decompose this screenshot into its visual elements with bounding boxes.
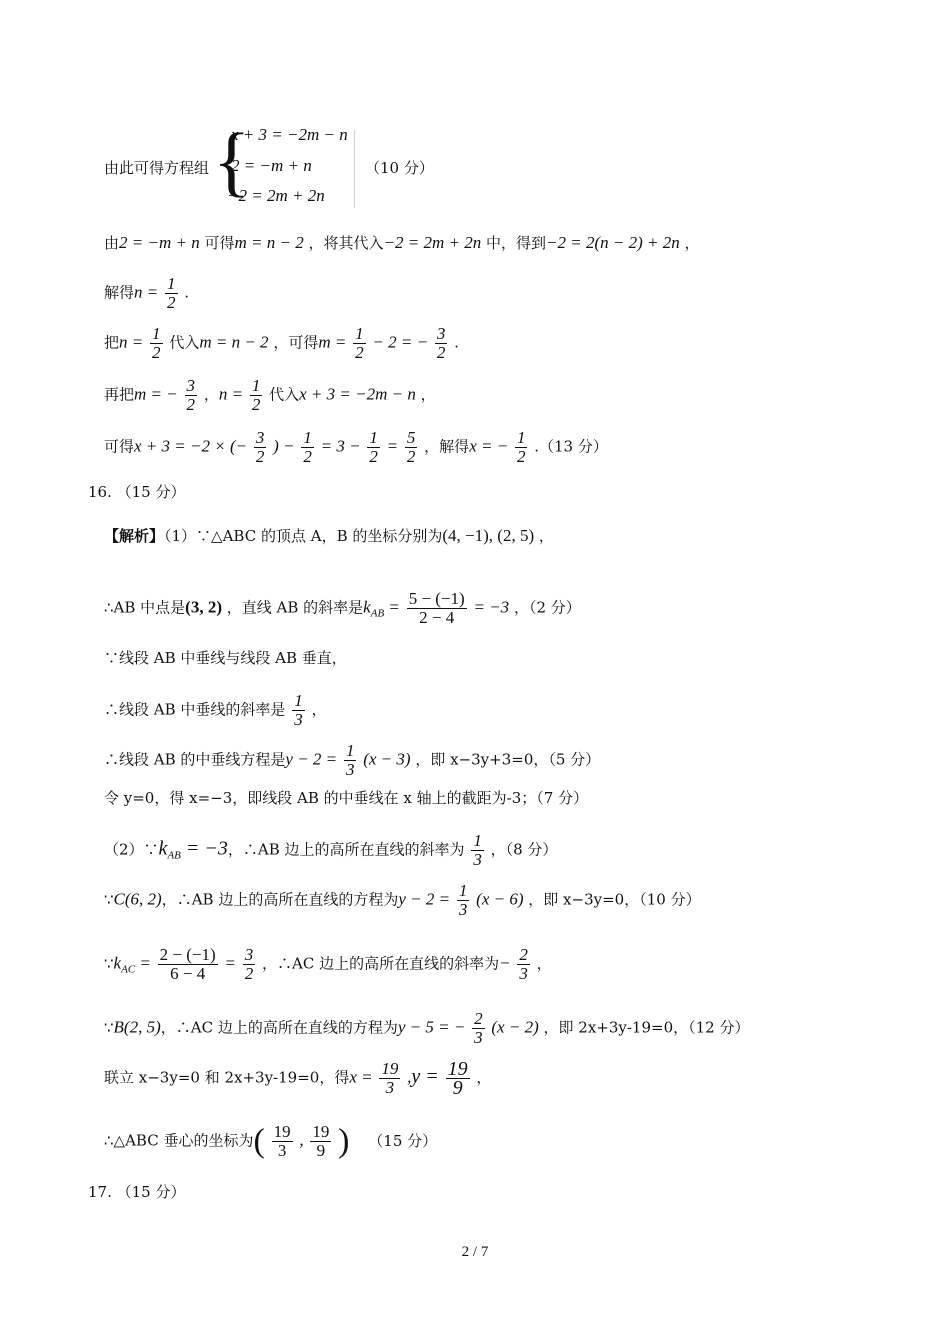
fraction: $\frac{1}{3}$ — [473, 831, 482, 869]
fraction: $\frac{1}{3}$ — [294, 691, 303, 729]
fraction: $\frac{1}{2}$ — [303, 428, 312, 466]
solution-line-2: 解得n = $\frac{1}{2}$ . — [104, 274, 190, 312]
fraction: $\frac{19}{3}$ — [273, 1122, 291, 1160]
fraction: $\frac{2 - (-1)}{6 - 4}$ — [159, 945, 216, 983]
fraction: $\frac{5}{2}$ — [406, 428, 416, 466]
analysis-line-7: $(2)\because k_{AB} = -3$，∴AB 边上的高所在直线的斜率为 $\frac{1}{3}$ ，（8 分） — [104, 831, 558, 869]
fraction: $\frac{1}{3}$ — [458, 881, 468, 919]
fraction: $\frac{19}{9}$ — [447, 1058, 468, 1099]
fraction: $\frac{5 - (-1)}{2 - 4}$ — [408, 589, 465, 627]
solution-line-3: 把n = $\frac{1}{2}$ 代入m = n − 2 ，可得m = $\frac{1}{2}$ − 2 = − $\frac{3}{2}$ . — [104, 324, 459, 362]
system-brace: { — [213, 117, 251, 204]
fraction: $\frac{2}{3}$ — [519, 945, 528, 983]
fraction: $\frac{1}{2}$ — [152, 324, 161, 362]
fraction: $\frac{2}{3}$ — [474, 1009, 483, 1047]
system-score: （10 分） — [365, 159, 434, 177]
fraction: $\frac{1}{2}$ — [369, 428, 378, 466]
system-right-edge — [354, 130, 355, 208]
fraction: $\frac{19}{9}$ — [312, 1122, 330, 1160]
system-eq-3: −2 = 2m + 2n — [227, 186, 325, 205]
fraction: $\frac{3}{2}$ — [436, 324, 446, 362]
analysis-line-3: ∵线段 AB 中垂线与线段 AB 垂直， — [104, 649, 347, 667]
fraction: $\frac{1}{2}$ — [167, 274, 176, 312]
solution-line-4: 再把m = − $\frac{3}{2}$ ，n = $\frac{1}{2}$ 代入x + 3 = −2m − n ， — [104, 376, 436, 414]
analysis-line-2: ∴AB 中点是(3, 2) ，直线 AB 的斜率是$k_{AB}$ = $\frac{5 - (-1)}{2 - 4}$ = −3 ，（2 分） — [104, 589, 581, 627]
page-number: 2 / 7 — [461, 1244, 489, 1260]
analysis-line-8: ∵C(6, 2)，∴AB 边上的高所在直线的方程为y − 2 = $\frac{1}{3}$ (x − 6) ，即 x−3y=0，（10 分） — [104, 881, 701, 919]
fraction: $\frac{1}{2}$ — [355, 324, 364, 362]
fraction: $\frac{3}{2}$ — [244, 945, 254, 983]
analysis-line-4: ∴线段 AB 中垂线的斜率是 $\frac{1}{3}$ ， — [104, 691, 327, 729]
analysis-line-9: $\because k_{AC}$ = $\frac{2 - (-1)}{6 - 4}$ = $\frac{3}{2}$ ，∴AC 边上的高所在直线的斜率为− $\frac{2}{3}$ ， — [104, 945, 552, 983]
analysis-line-5: ∴线段 AB 的中垂线方程是y − 2 = $\frac{1}{3}$ (x − 3) ，即 x−3y+3=0，（5 分） — [104, 741, 601, 779]
fraction: $\frac{3}{2}$ — [255, 428, 265, 466]
analysis-line-10: ∵B(2, 5)，∴AC 边上的高所在直线的方程为y − 5 = − $\frac{2}{3}$ (x − 2) ，即 2x+3y-19=0，（12 分） — [104, 1009, 750, 1047]
analysis-line-11: 联立 x−3y=0 和 2x+3y-19=0，得x = $\frac{19}{3}$ ,y = $\frac{19}{9}$ ， — [104, 1058, 492, 1099]
system-eq-1: x + 3 = −2m − n — [231, 125, 348, 144]
fraction: $\frac{3}{2}$ — [186, 376, 196, 414]
system-eq-2: 2 = −m + n — [231, 156, 312, 175]
system-label: 由此可得方程组 — [104, 159, 210, 177]
analysis-line-6: 令 y=0，得 x=−3，即线段 AB 的中垂线在 x 轴上的截距为-3；（7 分） — [104, 789, 589, 807]
solution-line-1: 由2 = −m + n 可得m = n − 2 ，将其代入−2 = 2m + 2n 中，得到−2 = 2(n − 2) + 2n ， — [104, 233, 700, 252]
question-17-title: 17. （15 分） — [88, 1183, 186, 1201]
fraction: $\frac{1}{2}$ — [516, 428, 526, 466]
analysis-line-1: 【解析】（1）∵△ABC 的顶点 A，B 的坐标分别为(4, −1), (2, 5) ， — [104, 526, 554, 545]
fraction: $\frac{1}{2}$ — [251, 376, 261, 414]
solution-line-5: 可得x + 3 = −2 × (− $\frac{3}{2}$ ) − $\frac{1}{2}$ = 3 − $\frac{1}{2}$ = $\frac{5}{2}$ ，解得x = − $\frac{1}{2}$ .（13 分） — [104, 428, 608, 466]
fraction: $\frac{19}{3}$ — [381, 1059, 399, 1097]
question-16-title: 16. （15 分） — [88, 483, 186, 501]
fraction: $\frac{1}{3}$ — [345, 741, 355, 779]
analysis-line-12: ∴△ABC 垂心的坐标为( $\frac{19}{3}$ , $\frac{19}{9}$ ) （15 分） — [104, 1122, 438, 1160]
